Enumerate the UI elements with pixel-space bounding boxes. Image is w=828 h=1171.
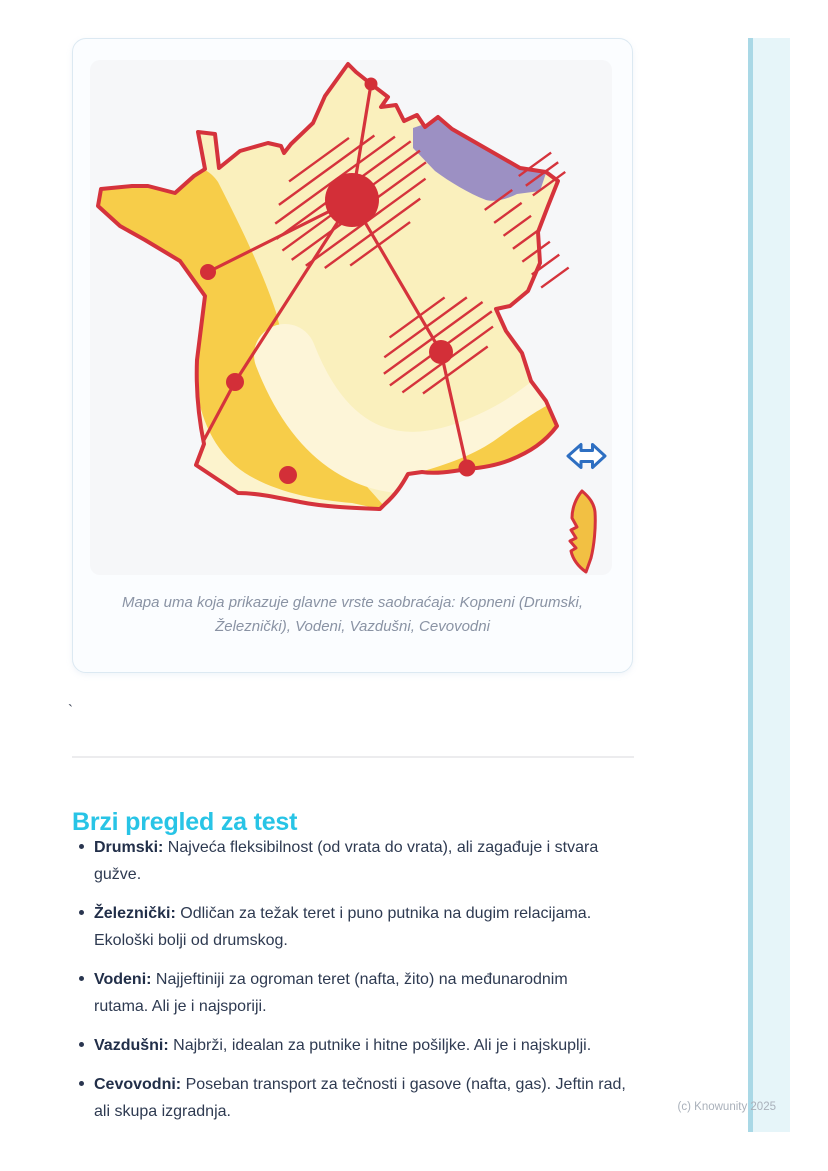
bullet-dot-icon [79,976,84,981]
city-dot-south-city [279,466,297,484]
city-dot-north-city [365,78,378,91]
city-dot-west-city [200,264,216,280]
bullet-dot-icon [79,1081,84,1086]
copyright-text: (c) Knowunity 2025 [677,1101,776,1113]
list-item-text: Poseban transport za tečnosti i gasove (nafta, gas). Jeftin rad, ali skupa izgradnja. [94,1076,626,1120]
bullet [72,1032,94,1047]
backtick-mark: ` [68,702,73,719]
review-list [72,834,628,1137]
city-dot-capital-hub [325,173,379,227]
list-item-text: Najbrži, idealan za putnike i hitne pošiljke. Ali je i najskuplji. [168,1037,592,1054]
map-panel [90,60,612,575]
section-divider [72,756,634,758]
france-transport-map-svg [90,60,612,575]
list-item-text: Odličan za težak teret i puno putnika na dugim relacijama. Ekološki bolji od drumskog. [94,905,592,949]
city-dot-southwest-city [226,373,244,391]
list-item-text: Najjeftiniji za ogroman teret (nafta, žito) na međunarodnim rutama. Ali je i najsporiji. [94,971,568,1015]
corsica-island [570,491,595,572]
list-item [72,1032,628,1059]
list-item [72,834,628,888]
bullet-dot-icon [79,1042,84,1047]
list-item-label: Vodeni: [94,971,152,988]
figure-caption: Mapa uma koja prikazuje glavne vrste saobraćaja: Kopneni (Drumski, Železnički), Vodeni, Vazdušni, Cevovodni [121,594,584,635]
double-arrow-icon [568,445,605,468]
list-item [72,900,628,954]
bullet [72,900,94,915]
list-item-text: Najveća fleksibilnost (od vrata do vrata), ali zagađuje i stvara gužve. [94,839,599,883]
list-item-label: Drumski: [94,839,164,856]
list-item-label: Vazdušni: [94,1037,169,1054]
section-heading: Brzi pregled za test [72,807,298,836]
bullet [72,1071,94,1086]
bullet [72,834,94,849]
list-item [72,1071,628,1125]
scrollbar-stripe[interactable] [748,38,790,1132]
city-dot-east-city [429,340,453,364]
bullet-dot-icon [79,910,84,915]
list-item-label: Železnički: [94,905,176,922]
bullet [72,966,94,981]
city-dot-southeast-port [459,460,476,477]
land-regions [90,60,612,575]
list-item-label: Cevovodni: [94,1076,182,1093]
figure-card [72,38,633,673]
list-item [72,966,628,1020]
bullet-dot-icon [79,844,84,849]
